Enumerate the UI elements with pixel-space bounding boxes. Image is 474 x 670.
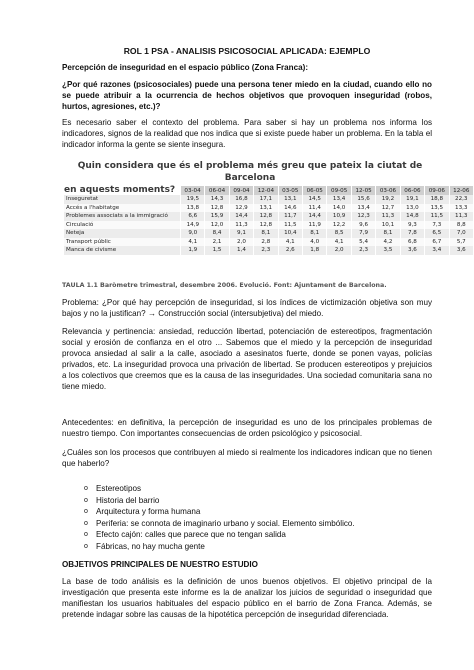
list-item-text: Estereotipos: [96, 484, 141, 493]
table-column-header: 03-06: [376, 186, 400, 195]
barometer-table: [64, 186, 474, 255]
table-header-row: [64, 186, 474, 195]
table-cell: 4,1: [278, 238, 302, 247]
table-column-header: 03-04: [181, 186, 205, 195]
table-cell: 3,4: [425, 246, 449, 255]
table-cell: 11,5: [425, 212, 449, 221]
table-cell: 7,9: [351, 229, 375, 238]
table-row-label: Circulació: [64, 221, 181, 230]
table-cell: 7,8: [400, 229, 424, 238]
table-cell: 13,4: [351, 204, 375, 213]
table-cell: 17,1: [254, 195, 278, 204]
table-cell: 9,6: [351, 221, 375, 230]
table-corner: [64, 186, 181, 195]
table-column-header: 03-05: [278, 186, 302, 195]
table-column-header: 09-04: [229, 186, 253, 195]
table-column-header: 06-04: [205, 186, 229, 195]
table-cell: 3,6: [449, 246, 473, 255]
bullet-marker: o: [84, 542, 88, 550]
table-cell: 12,8: [254, 221, 278, 230]
table-cell: 13,1: [254, 204, 278, 213]
table-cell: 8,1: [254, 229, 278, 238]
table-cell: 11,9: [303, 221, 327, 230]
table-cell: 6,6: [181, 212, 205, 221]
table-row: [64, 195, 474, 204]
list-item-text: Historia del barrio: [96, 495, 160, 505]
table-cell: 19,5: [181, 195, 205, 204]
list-item-text: Fábricas, no hay mucha gente: [96, 541, 205, 551]
table-cell: 11,3: [376, 212, 400, 221]
table-cell: 18,8: [425, 195, 449, 204]
table-cell: 14,0: [327, 204, 351, 213]
bullet-marker: o: [84, 508, 88, 516]
table-cell: 13,8: [181, 204, 205, 213]
table-body: [64, 195, 474, 255]
table-title-line2: en aquests moments?: [64, 185, 176, 195]
table-cell: 22,3: [449, 195, 473, 204]
table-cell: 3,5: [376, 246, 400, 255]
table-cell: 1,8: [303, 246, 327, 255]
table-cell: 11,4: [303, 204, 327, 213]
table-cell: 13,5: [425, 204, 449, 213]
list-item-text: Periferia: se connota de imaginario urbano y social. Elemento simbólico.: [96, 518, 355, 528]
paragraph-context: Es necesario saber el contexto del problema. Para saber si hay un problema nos informa los indicadores, signos de la realidad que nos indica que si existe puede haber un problema. En la tabla el indicador informa la gente se siente insegura.: [62, 118, 432, 149]
table-cell: 4,1: [181, 238, 205, 247]
table-cell: 6,5: [425, 229, 449, 238]
table-cell: 2,3: [254, 246, 278, 255]
list-item-text: Arquitectura y forma humana: [96, 507, 201, 517]
table-cell: 12,2: [327, 221, 351, 230]
bullet-marker: o: [84, 485, 88, 492]
table-cell: 6,8: [400, 238, 424, 247]
table-cell: 12,0: [205, 221, 229, 230]
table-cell: 9,0: [181, 229, 205, 238]
bullet-marker: o: [84, 531, 88, 539]
research-question: ¿Por qué razones (psicosociales) puede una persona tener miedo en la ciudad, cuando ello no se puede atribuir a la ocurrencia de hechos objetivos que provoquen inseguridad (robos, hurtos, agresiones, etc.)?: [62, 80, 432, 111]
bullet-marker: o: [84, 519, 88, 527]
process-list: [84, 483, 424, 553]
table-cell: 14,8: [400, 212, 424, 221]
table-cell: 9,3: [400, 221, 424, 230]
table-cell: 2,0: [327, 246, 351, 255]
paragraph-objetivos: La base de todo análisis es la definición de unos buenos objetivos. El objetivo principal de la investigación que presenta este informe es la de analizar los juicios de seguridad o inseguridad que manifiestan los usuarios habituales del espacio público en el barrio de Zona Franca. Además, se pretende indagar sobre las causas de la hipotética percepción de inseguridad diferenciada.: [62, 577, 432, 619]
table-cell: 14,4: [229, 212, 253, 221]
table-cell: 11,7: [278, 212, 302, 221]
table-column-header: 12-05: [351, 186, 375, 195]
table-cell: 8,1: [376, 229, 400, 238]
table-cell: 6,7: [425, 238, 449, 247]
list-item-text: Efecto cajón: calles que parece que no tengan salida: [96, 530, 286, 540]
table-row-label: Accés a l'habitatge: [64, 204, 181, 213]
table-row-label: Transport públic: [64, 238, 181, 247]
table-cell: 2,0: [229, 238, 253, 247]
table-cell: 12,8: [254, 212, 278, 221]
table-cell: 10,1: [376, 221, 400, 230]
table-cell: 13,0: [400, 204, 424, 213]
table-cell: 8,4: [205, 229, 229, 238]
table-column-header: 06-06: [400, 186, 424, 195]
list-item: [84, 529, 424, 541]
table-cell: 11,3: [449, 212, 473, 221]
table-cell: 13,1: [278, 195, 302, 204]
table-row: [64, 238, 474, 247]
objectives-heading: OBJETIVOS PRINCIPALES DE NUESTRO ESTUDIO: [62, 560, 258, 569]
table-cell: 16,8: [229, 195, 253, 204]
table-cell: 10,9: [327, 212, 351, 221]
table-row-label: Manca de civisme: [64, 246, 181, 255]
table-cell: 12,8: [205, 204, 229, 213]
table-title-line1: Quin considera que és el problema més greu que pateix la ciutat de Barcelona: [77, 161, 423, 183]
table-cell: 2,8: [254, 238, 278, 247]
table-cell: 2,3: [351, 246, 375, 255]
table-cell: 14,4: [303, 212, 327, 221]
table-cell: 11,5: [278, 221, 302, 230]
table-cell: 3,6: [400, 246, 424, 255]
table-cell: 4,0: [303, 238, 327, 247]
table-cell: 5,4: [351, 238, 375, 247]
table-column-header: 09-05: [327, 186, 351, 195]
table-column-header: 06-05: [303, 186, 327, 195]
list-item: [84, 495, 424, 507]
table-cell: 1,4: [229, 246, 253, 255]
table-caption: TAULA 1.1 Baròmetre trimestral, desembre 2006. Evolució. Font: Ajuntament de Barcelona.: [62, 282, 387, 289]
table-cell: 14,5: [303, 195, 327, 204]
table-column-header: 12-04: [254, 186, 278, 195]
table-cell: 1,5: [205, 246, 229, 255]
table-cell: 13,4: [327, 195, 351, 204]
table-cell: 14,6: [278, 204, 302, 213]
table-cell: 1,9: [181, 246, 205, 255]
table-row: [64, 229, 474, 238]
paragraph-relevancia: Relevancia y pertinencia: ansiedad, reducción libertad, potenciación de estereotipos, fragmentación social y erosión de confianza en el otro ... Sabemos que el miedo y la percepción de inseguridad provoca ansiedad al salir a la calle, asociado a asesinatos fuerte, donde se ponen vayas, policías privados, etc. La inseguridad provoca una privación de libertad. Se producen estereotipos y prejuicios a los colectivos que creemos que es la causa de las inseguridades. Una sociedad comunitaria sana no tiene miedo.: [62, 327, 432, 391]
table-cell: 12,9: [229, 204, 253, 213]
list-item: [84, 483, 424, 495]
table-cell: 2,1: [205, 238, 229, 247]
section-subtitle: Percepción de inseguridad en el espacio público (Zona Franca):: [62, 63, 309, 72]
document-title: ROL 1 PSA - ANALISIS PSICOSOCIAL APLICADA: EJEMPLO: [123, 46, 371, 56]
table-cell: 8,1: [303, 229, 327, 238]
table-cell: 8,8: [449, 221, 473, 230]
table-row-label: Neteja: [64, 229, 181, 238]
table-cell: 7,3: [425, 221, 449, 230]
list-item: [84, 541, 424, 553]
list-item: [84, 518, 424, 530]
table-cell: 4,2: [376, 238, 400, 247]
table-cell: 5,7: [449, 238, 473, 247]
table-cell: 8,5: [327, 229, 351, 238]
paragraph-procesos: ¿Cuáles son los procesos que contribuyen al miedo si realmente los indicadores indican que no tienen que haberlo?: [62, 448, 432, 468]
table-cell: 19,2: [376, 195, 400, 204]
table-row: [64, 212, 474, 221]
table-cell: 10,4: [278, 229, 302, 238]
bullet-marker: o: [84, 496, 88, 504]
table-cell: 11,3: [229, 221, 253, 230]
table-cell: 2,6: [278, 246, 302, 255]
table-cell: 9,1: [229, 229, 253, 238]
table-column-header: 09-06: [425, 186, 449, 195]
list-item: [84, 506, 424, 518]
table-cell: 13,3: [449, 204, 473, 213]
table-cell: 12,3: [351, 212, 375, 221]
table-cell: 14,3: [205, 195, 229, 204]
table-row: [64, 221, 474, 230]
table-cell: 14,9: [181, 221, 205, 230]
table-row-label: Problemes associats a la immigració: [64, 212, 181, 221]
table-column-header: 12-06: [449, 186, 473, 195]
paragraph-problema: Problema: ¿Por qué hay percepción de inseguridad, si los índices de victimización objetiva son muy bajos y no la justifican? → Construcción social (intersubjetiva) del miedo.: [62, 298, 432, 318]
table-row-label: Inseguretat: [64, 195, 181, 204]
table-cell: 15,9: [205, 212, 229, 221]
paragraph-antecedentes: Antecedentes: en definitiva, la percepción de inseguridad es uno de los principales problemas de nuestro tiempo. Con importantes consecuencias de orden psicológico y psicosocial.: [62, 418, 432, 438]
table-cell: 7,0: [449, 229, 473, 238]
table-cell: 4,1: [327, 238, 351, 247]
table-cell: 19,1: [400, 195, 424, 204]
table-cell: 15,6: [351, 195, 375, 204]
table-row: [64, 204, 474, 213]
table-row: [64, 246, 474, 255]
table-cell: 12,7: [376, 204, 400, 213]
